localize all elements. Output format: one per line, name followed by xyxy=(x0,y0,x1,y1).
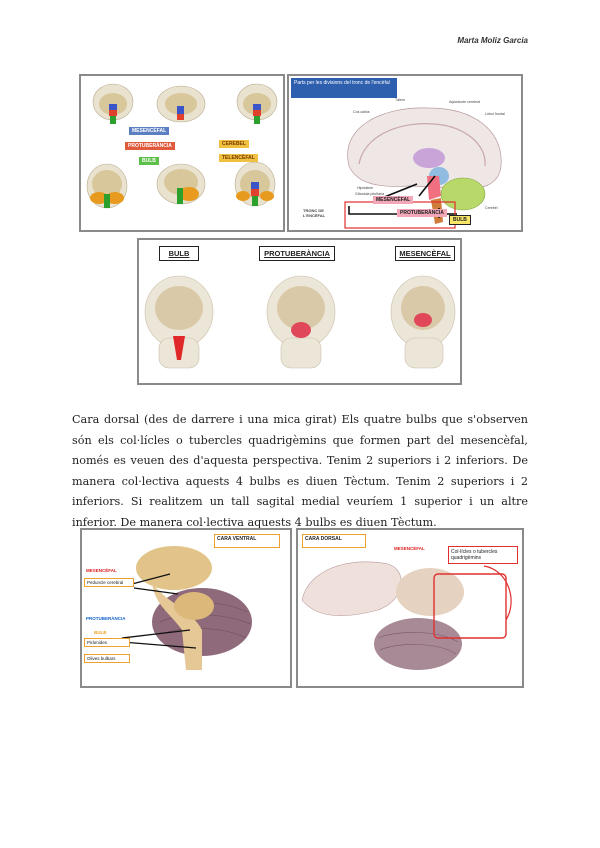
ventral-mesencefal: MESENCÈFAL xyxy=(86,568,117,573)
sagittal-mesencefal: MESENCÈFAL xyxy=(373,196,413,204)
figure-ventral-view xyxy=(80,528,292,688)
figure-skull-views xyxy=(79,74,285,232)
legend-protuberancia: PROTUBERÀNCIA xyxy=(125,142,175,150)
label-bulb: BULB xyxy=(159,246,199,261)
dorsal-collicles: Col·lícles o tubercles quadrigèmins xyxy=(448,546,518,564)
dorsal-mesencefal: MESENCÈFAL xyxy=(394,546,425,551)
tiny-label-hipotalem: Hipotàlem xyxy=(357,186,374,190)
figure-dorsal-view xyxy=(296,528,524,688)
paragraph-text: Cara dorsal (des de darrere i una mica girat) Els quatre bulbs que s'observen són els col·lícles o tubercles quadrigèmins que formen part del mesencèfal, només es veuen des d'aquesta perspectiva. Tenim 2 superiors i 2 inferiors. De manera col·lectiva aquests 4 bulbs es diuen Tèctum. Tenim 2 superiors i 2 inferiors. Si realitzem un tall sagital medial veuríem 1 superior i un altre inferior. De manera col·lectiva aquests 4 bulbs es diuen Tèctum. xyxy=(72,413,528,529)
legend-cerebel: CEREBEL xyxy=(219,140,249,148)
tiny-label-lobul-frontal: Lòbul frontal xyxy=(485,112,505,116)
body-paragraph xyxy=(72,410,528,533)
figure2-title: Parts per les divisions del tronc de l'encèfal xyxy=(291,78,397,98)
tiny-label-cos-callos: Cos callós xyxy=(353,110,370,114)
legend-bulb: BULB xyxy=(139,157,159,165)
author-header: Marta Moliz Garcia xyxy=(457,36,528,45)
tiny-label-talem: Tàlem xyxy=(395,98,405,102)
legend-telencefal: TELENCÈFAL xyxy=(219,154,258,162)
ventral-illustration xyxy=(82,530,292,688)
figure-sagittal-brain xyxy=(287,74,523,232)
ventral-olives: Olives bulbars xyxy=(84,654,130,663)
ventral-protuberancia: PROTUBERÀNCIA xyxy=(86,616,126,621)
ventral-title: CARA VENTRAL xyxy=(214,534,280,548)
tiny-label-pituitaria: Glàndula pituïtària xyxy=(355,192,385,196)
legend-mesencefal: MESENCÈFAL xyxy=(129,127,169,135)
sagittal-protuberancia: PROTUBERÀNCIA xyxy=(397,209,447,217)
label-mesencefal: MESENCÈFAL xyxy=(395,246,455,261)
ventral-bulb: BULB xyxy=(94,630,107,635)
ventral-piramides: Piràmides xyxy=(84,638,130,647)
figure-three-skulls xyxy=(137,238,462,385)
ventral-peduncle: Peduncle cerebral xyxy=(84,578,134,587)
tiny-label-cerebel: Cerebel xyxy=(485,206,498,210)
sagittal-bulb: BULB xyxy=(449,215,471,225)
dorsal-title: CARA DORSAL xyxy=(302,534,366,548)
three-skulls-illustration xyxy=(139,240,462,385)
tiny-label-aqueducte: Aqüeducte cerebral xyxy=(449,100,481,104)
label-protuberancia: PROTUBERÀNCIA xyxy=(259,246,335,261)
tronc-label: TRONC DE L'ENCÈFAL xyxy=(303,208,326,218)
